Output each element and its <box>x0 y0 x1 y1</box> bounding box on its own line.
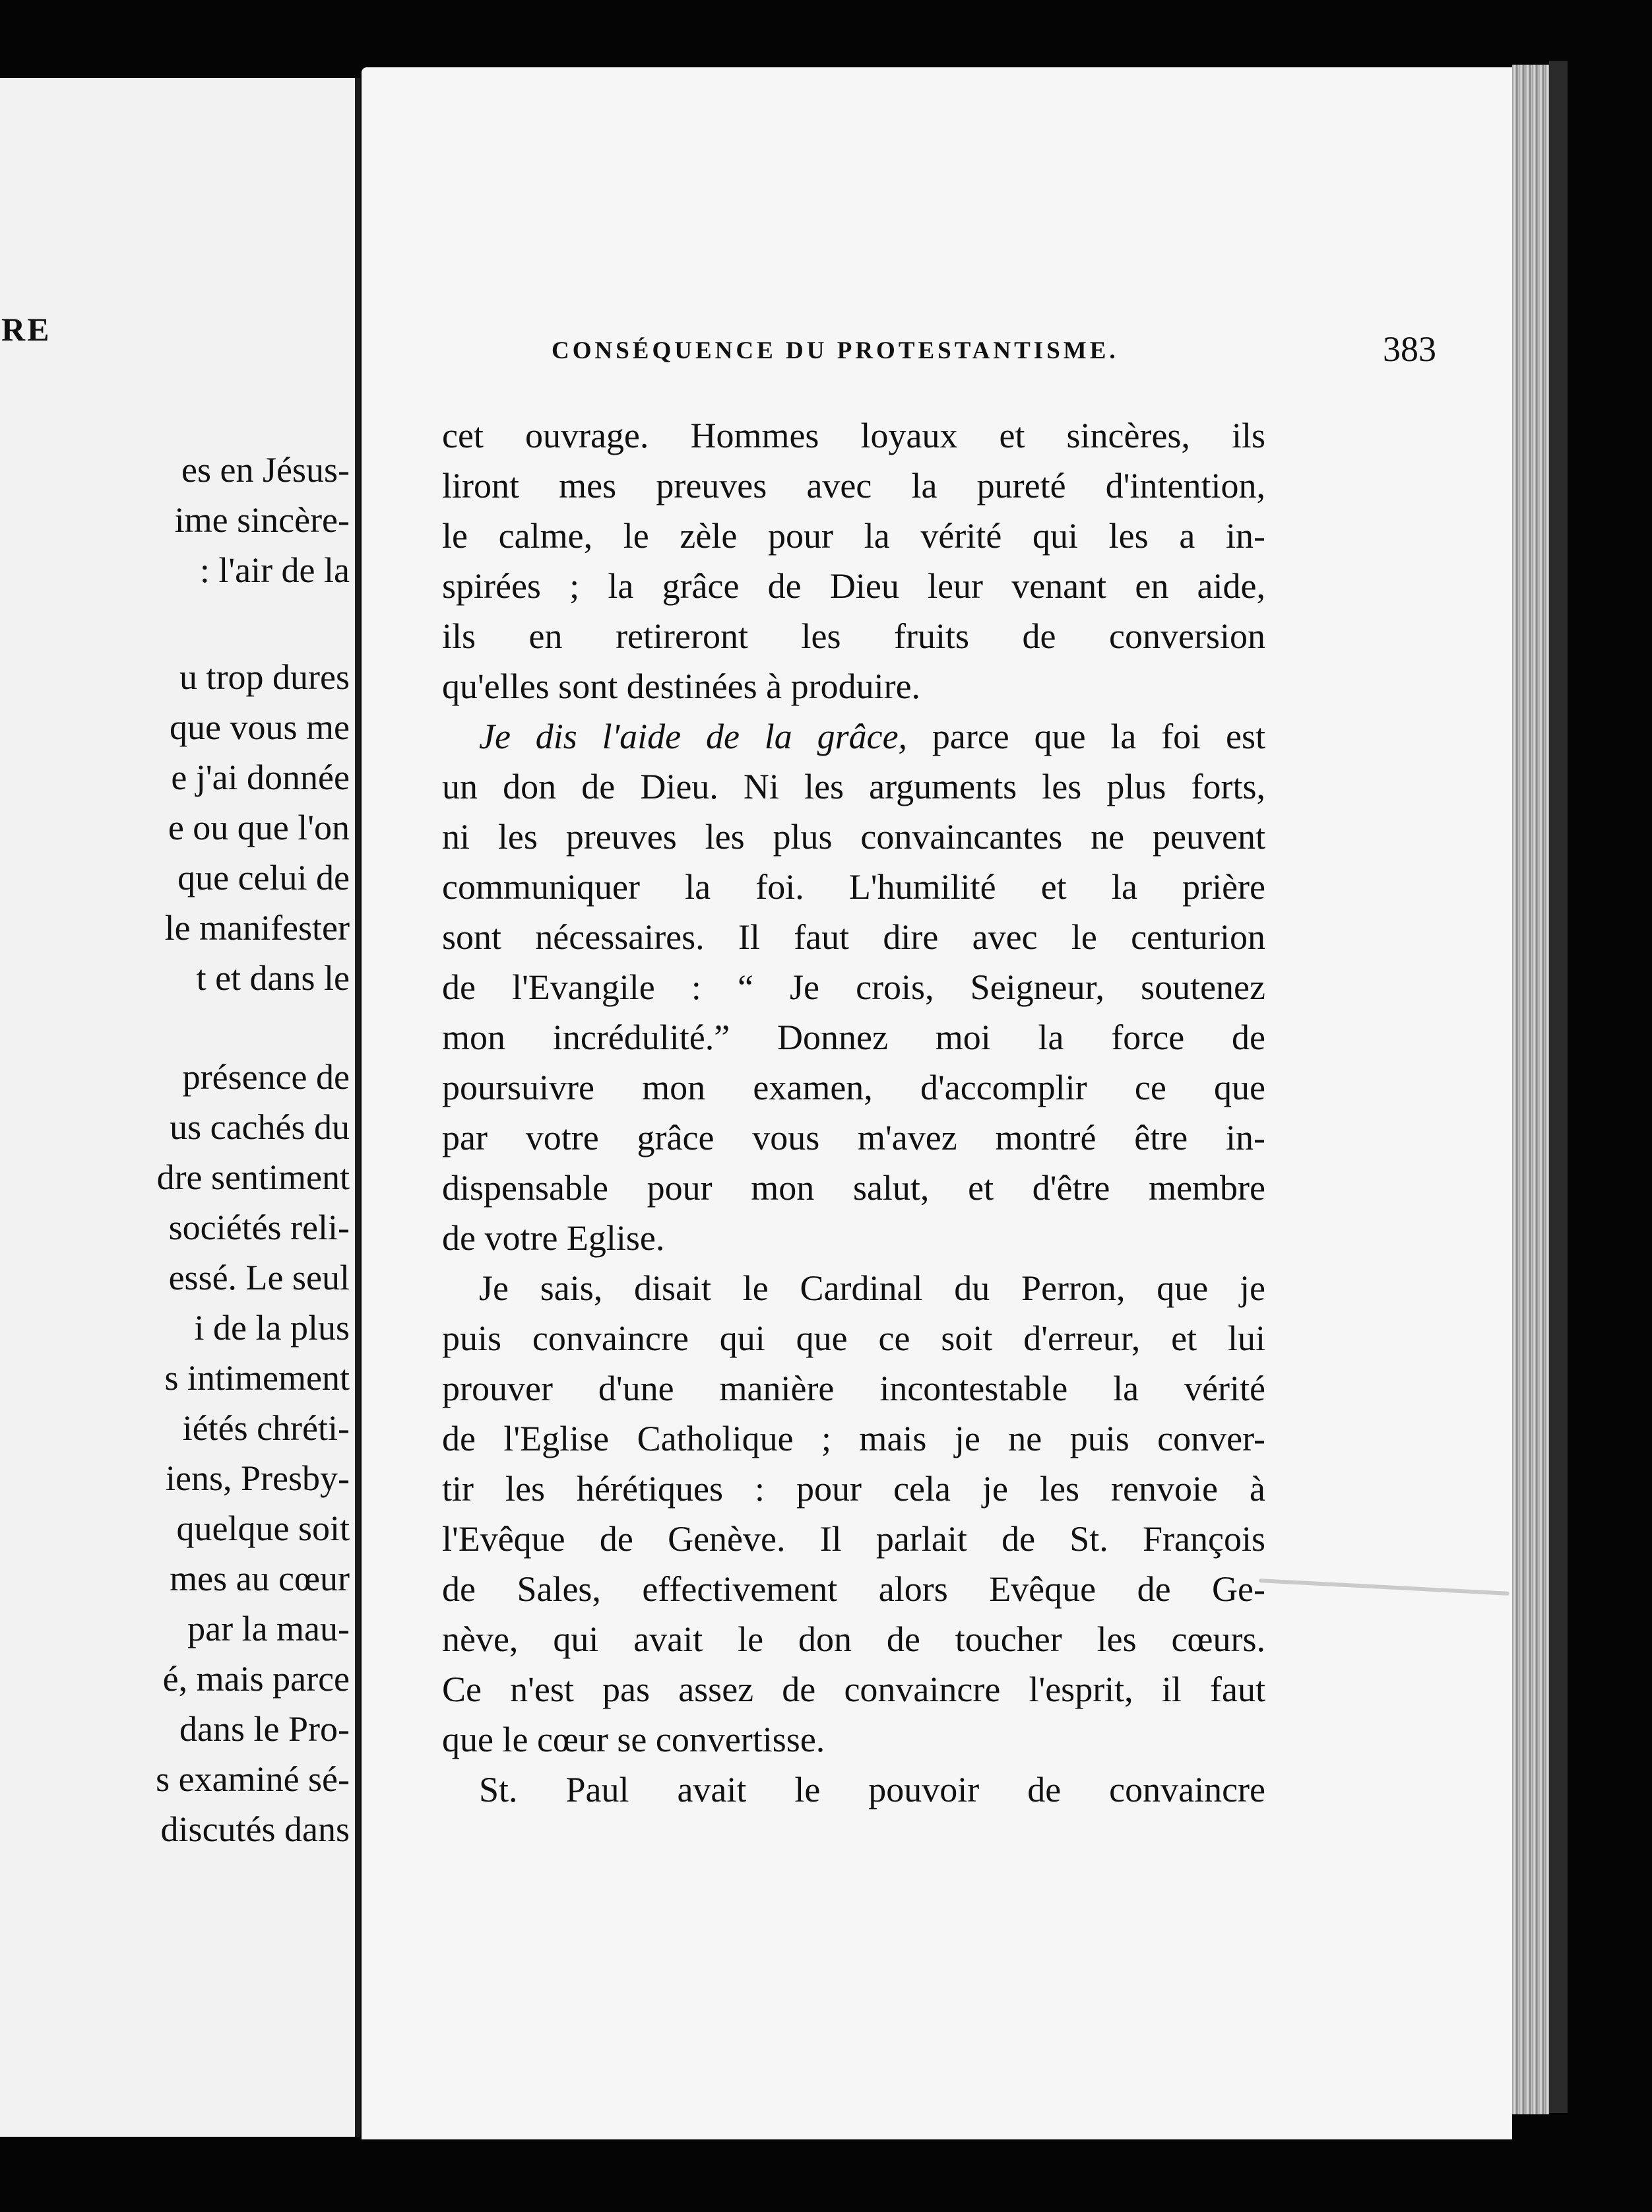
body-line: un don de Dieu. Ni les arguments les plus forts, <box>442 767 1265 806</box>
left-line: discutés dans <box>160 1809 350 1849</box>
body-line <box>442 711 1265 762</box>
left-line: t et dans le <box>196 958 350 998</box>
body-line: de l'Eglise Catholique ; mais je ne puis conver- <box>442 1419 1265 1458</box>
body-line: de votre Eglise. <box>442 1218 665 1258</box>
left-line: s examiné sé- <box>156 1759 350 1799</box>
left-line: u trop dures <box>179 657 350 697</box>
left-line: s intimement <box>164 1358 350 1398</box>
left-line: : l'air de la <box>199 550 350 590</box>
body-line: ils en retireront les fruits de conversion <box>442 616 1265 656</box>
body-line: spirées ; la grâce de Dieu leur venant en aide, <box>442 566 1265 606</box>
page-number: 383 <box>1383 329 1436 369</box>
body-line: puis convaincre qui que ce soit d'erreur, et lui <box>442 1318 1265 1358</box>
page-edge-shadow <box>1549 61 1568 2113</box>
paper-stain <box>1259 1578 1509 1596</box>
right-page <box>362 67 1512 2139</box>
left-running-head: RE <box>1 311 51 348</box>
italic-phrase: Je dis l'aide de la grâce, <box>479 717 908 756</box>
body-line: le calme, le zèle pour la vérité qui les a in- <box>442 516 1265 556</box>
body-line: dispensable pour mon salut, et d'être membre <box>442 1168 1265 1208</box>
running-title: CONSÉQUENCE DU PROTESTANTISME. <box>552 337 1119 364</box>
body-line: de Sales, effectivement alors Evêque de Ge- <box>442 1569 1265 1609</box>
left-line: ime sincère- <box>174 500 350 540</box>
left-line: es en Jésus- <box>181 450 350 490</box>
body-line: ni les preuves les plus convaincantes ne peuvent <box>442 817 1265 857</box>
body-line: tir les hérétiques : pour cela je les renvoie à <box>442 1469 1265 1509</box>
body-line: l'Evêque de Genève. Il parlait de St. François <box>442 1519 1265 1559</box>
left-line: e ou que l'on <box>168 808 350 847</box>
body-line: mon incrédulité.” Donnez moi la force de <box>442 1018 1265 1057</box>
left-line: par la mau- <box>187 1609 350 1648</box>
left-line: quelque soit <box>176 1509 350 1548</box>
body-line: qu'elles sont destinées à produire. <box>442 667 921 706</box>
left-line: iétés chréti- <box>182 1408 350 1448</box>
left-line: é, mais parce <box>162 1659 350 1699</box>
body-line: cet ouvrage. Hommes loyaux et sincères, ils <box>442 416 1265 455</box>
body-line: poursuivre mon examen, d'accomplir ce que <box>442 1068 1265 1107</box>
body-line: nève, qui avait le don de toucher les cœurs. <box>442 1619 1265 1659</box>
left-line: que vous me <box>170 707 350 747</box>
left-line: que celui de <box>177 858 350 897</box>
body-line: que le cœur se convertisse. <box>442 1720 825 1759</box>
left-line: le manifester <box>164 908 350 948</box>
body-line: sont nécessaires. Il faut dire avec le centurion <box>442 917 1265 957</box>
left-line: us cachés du <box>170 1107 350 1147</box>
body-line: St. Paul avait le pouvoir de convaincre <box>479 1770 1265 1809</box>
body-line: prouver d'une manière incontestable la vérité <box>442 1369 1265 1408</box>
body-line: Ce n'est pas assez de convaincre l'esprit, il faut <box>442 1670 1265 1709</box>
left-line: essé. Le seul <box>168 1258 350 1297</box>
body-line: de l'Evangile : “ Je crois, Seigneur, soutenez <box>442 967 1265 1007</box>
left-line: dre sentiment <box>156 1157 350 1197</box>
left-line: i de la plus <box>194 1308 350 1348</box>
body-text: parce que la foi est <box>907 717 1265 756</box>
left-line: dans le Pro- <box>179 1709 350 1749</box>
running-head <box>552 329 1436 369</box>
body-line: Je sais, disait le Cardinal du Perron, que je <box>479 1268 1265 1308</box>
body-line: par votre grâce vous m'avez montré être in- <box>442 1118 1265 1157</box>
left-line: e j'ai donnée <box>171 758 350 797</box>
body-line: communiquer la foi. L'humilité et la prière <box>442 867 1265 907</box>
left-line: sociétés reli- <box>168 1208 350 1247</box>
left-line: iens, Presby- <box>166 1458 350 1498</box>
left-line: mes au cœur <box>170 1559 350 1598</box>
page-edges <box>1512 65 1549 2114</box>
left-page <box>0 78 360 2137</box>
body-line: liront mes preuves avec la pureté d'intention, <box>442 466 1265 505</box>
left-line: présence de <box>182 1057 350 1097</box>
